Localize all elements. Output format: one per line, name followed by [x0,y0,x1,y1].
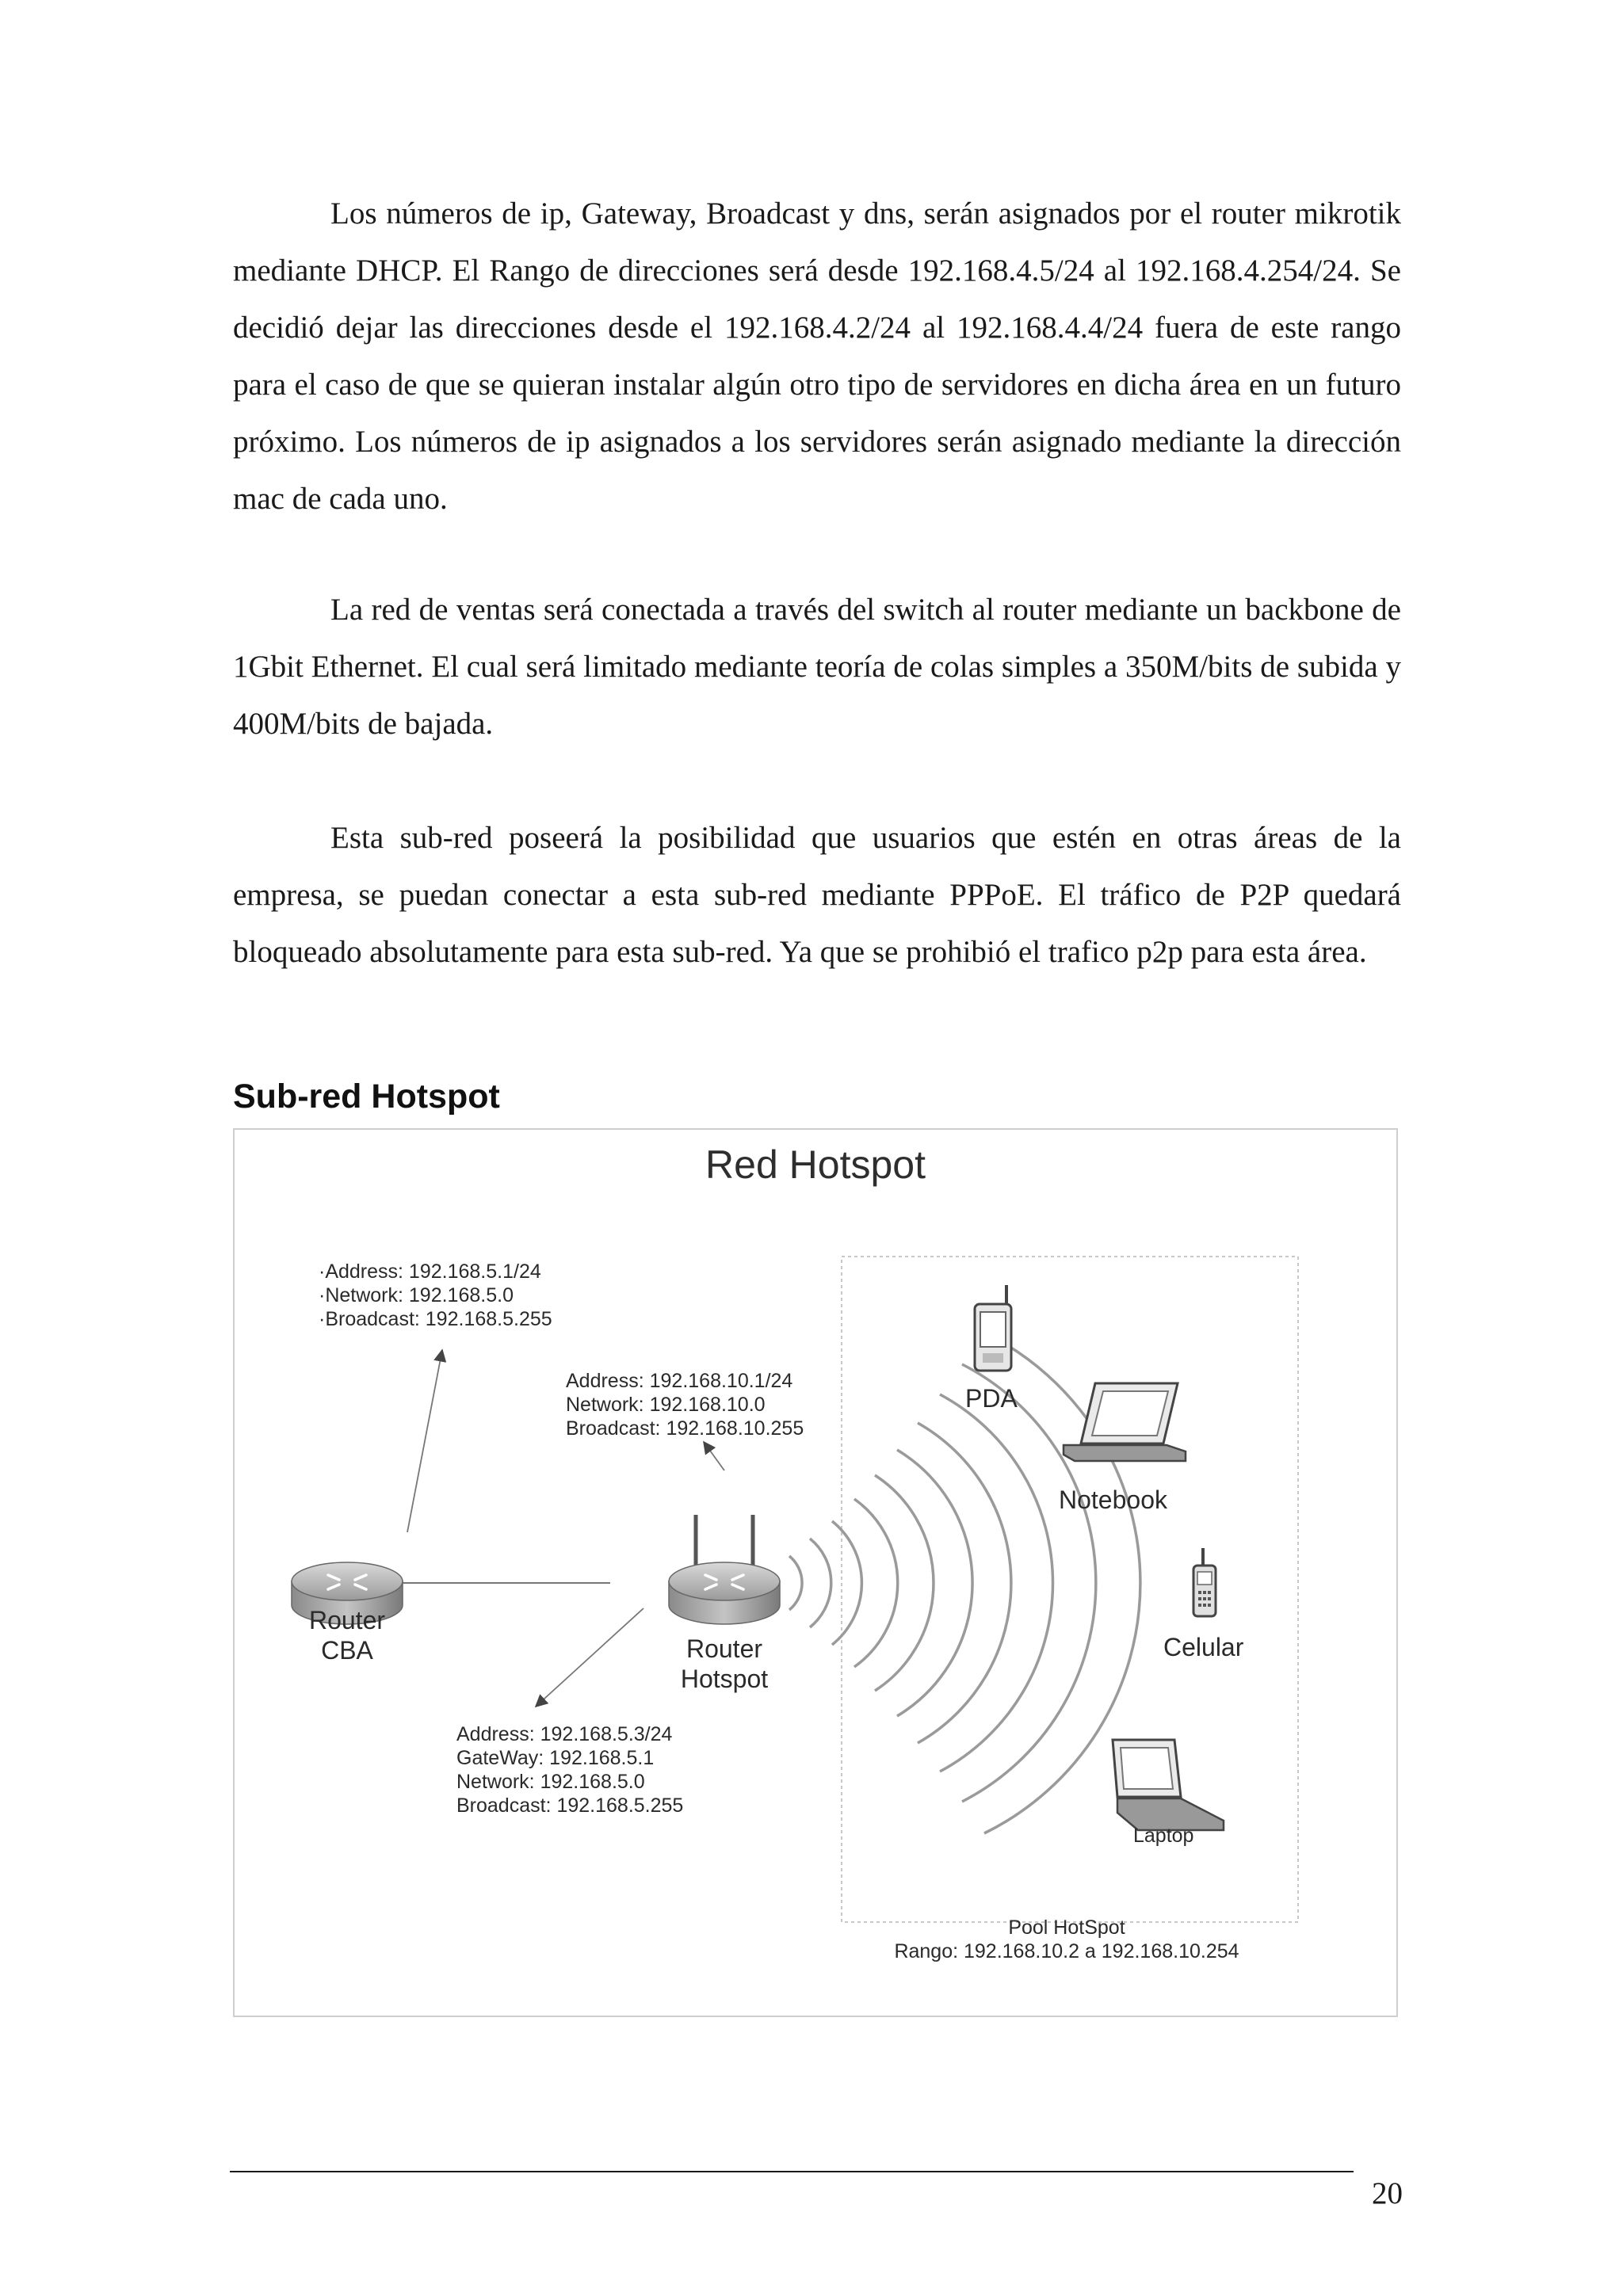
arrow-cba-address [407,1350,442,1532]
router-cba-label [284,1605,411,1665]
pda-label: PDA [965,1384,1018,1413]
network-diagram [233,1128,1398,2017]
wan-gateway-line: GateWay: 192.168.5.1 [456,1747,655,1769]
notebook-icon [1064,1383,1186,1461]
wan-broadcast-line: Broadcast: 192.168.5.255 [456,1794,684,1817]
laptop-icon [1113,1740,1224,1830]
paragraph-dhcp: Los números de ip, Gateway, Broadcast y dns, serán asignados por el router mikrotik mediante DHCP. El Rango de direcciones será desde 192.168.4.5/24 al 192.168.4.254/24. Se decidió dejar las direcciones desde el 192.168.4.2/24 al 192.168.4.4/24 fuera de este rango para el caso de que se quieran instalar algún otro tipo de servidores en dicha área en un futuro próximo. Los números de ip asignados a los servidores serán asignado mediante la dirección mac de cada uno. [233,196,1401,516]
pool-area-box [842,1257,1298,1922]
router-cba-label-line1: Router [308,1606,386,1634]
diagram-title: Red Hotspot [705,1142,926,1187]
arrow-wan-address [536,1608,643,1707]
router-hotspot-label-line2: Hotspot [680,1665,769,1693]
wan-network-line: Network: 192.168.5.0 [456,1771,645,1793]
laptop-label: Laptop [1133,1825,1194,1847]
router-cba-label-line2: CBA [321,1636,373,1665]
notebook-label: Notebook [1059,1486,1167,1514]
pool-label [837,1916,1296,1963]
router-hotspot-label [653,1634,796,1694]
hotspot-network-line: Network: 192.168.10.0 [566,1394,766,1416]
arrow-hotspot-address [704,1442,724,1470]
footer-rule [230,2171,1354,2172]
wan-address-line: Address: 192.168.5.3/24 [456,1723,673,1745]
wan-address-block [456,1722,683,1817]
section-title: Sub-red Hotspot [233,1077,500,1116]
cba-network-line: ·Network: 192.168.5.0 [319,1284,514,1306]
paragraph-backbone: La red de ventas será conectada a través del switch al router mediante un backbone de 1Gbit Ethernet. El cual será limitado mediante teoría de colas simples a 350M/bits de subida y 400M/bits de bajada. [233,593,1401,741]
pool-title: Pool HotSpot [1008,1917,1125,1939]
cellphone-icon [1193,1548,1216,1616]
pda-icon [975,1285,1011,1371]
cba-broadcast-line: ·Broadcast: 192.168.5.255 [319,1308,552,1330]
celular-label: Celular [1163,1633,1244,1661]
paragraph-pppoe: Esta sub-red poseerá la posibilidad que usuarios que estén en otras áreas de la empresa, se puedan conectar a esta sub-red mediante PPPoE. El tráfico de P2P quedará bloqueado absolutamente para esta sub-red. Ya que se prohibió el trafico p2p para esta área. [233,821,1401,969]
pool-range: Rango: 192.168.10.2 a 192.168.10.254 [894,1940,1239,1962]
hotspot-address-line: Address: 192.168.10.1/24 [566,1370,793,1392]
cba-address-line: ·Address: 192.168.5.1/24 [319,1261,541,1283]
router-hotspot-label-line1: Router [685,1634,763,1663]
cba-address-block [319,1260,552,1331]
hotspot-address-block [566,1369,804,1440]
hotspot-broadcast-line: Broadcast: 192.168.10.255 [566,1417,804,1440]
router-hotspot-icon [669,1515,780,1624]
page-number: 20 [1372,2176,1403,2210]
